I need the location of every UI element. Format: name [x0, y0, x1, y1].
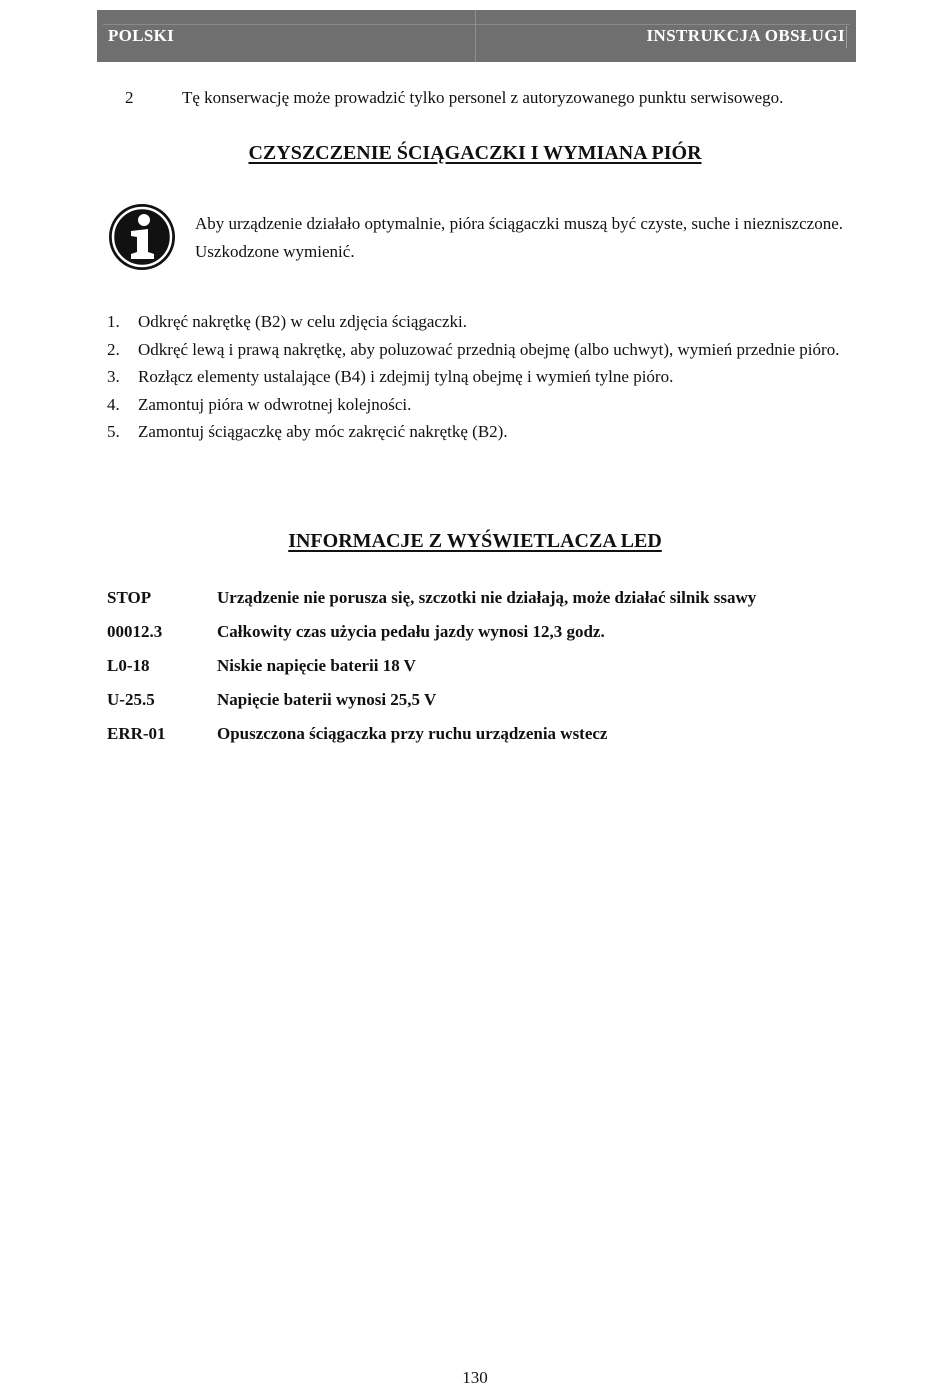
header-divider: [475, 10, 476, 62]
cleaning-steps-list: [107, 308, 847, 446]
list-item: [107, 418, 847, 446]
list-item: [107, 363, 847, 391]
step-number: 1.: [107, 312, 120, 331]
led-code: ERR-01: [107, 724, 166, 743]
list-item: [107, 308, 847, 336]
list-item: [107, 391, 847, 419]
info-icon: [107, 202, 177, 272]
step-text: Zamontuj ściągaczkę aby móc zakręcić nakrętkę (B2).: [138, 422, 508, 441]
led-code: 00012.3: [107, 622, 163, 641]
led-code: L0-18: [107, 656, 150, 675]
led-section-title: INFORMACJE Z WYŚWIETLACZA LED: [288, 530, 662, 552]
led-description: Opuszczona ściągaczka przy ruchu urządzenia wstecz: [217, 724, 608, 743]
note-number: 2: [125, 88, 134, 107]
page-number: 130: [462, 1368, 488, 1387]
page-header: [97, 10, 856, 62]
step-number: 2.: [107, 339, 120, 359]
led-description: Urządzenie nie porusza się, szczotki nie działają, może działać silnik ssawy: [217, 588, 757, 607]
led-description: Niskie napięcie baterii 18 V: [217, 656, 416, 675]
led-description: Całkowity czas użycia pedału jazdy wynosi 12,3 godz.: [217, 622, 605, 641]
list-item: [107, 336, 847, 364]
led-description: Napięcie baterii wynosi 25,5 V: [217, 690, 437, 709]
header-manual-title: INSTRUKCJA OBSŁUGI: [646, 26, 845, 45]
header-edge-mark: [846, 26, 847, 48]
step-number: 5.: [107, 422, 120, 441]
step-number: 3.: [107, 367, 120, 386]
step-text: Odkręć lewą i prawą nakrętkę, aby poluzować przednią obejmę (albo uchwyt), wymień przednie pióro.: [138, 339, 840, 359]
header-language: POLSKI: [108, 26, 175, 45]
cleaning-section-title: CZYSZCZENIE ŚCIĄGACZKI I WYMIANA PIÓR: [248, 142, 702, 164]
step-text: Zamontuj pióra w odwrotnej kolejności.: [138, 394, 412, 414]
led-code: U-25.5: [107, 690, 155, 709]
step-text: Rozłącz elementy ustalające (B4) i zdejmij tylną obejmę i wymień tylne pióro.: [138, 367, 674, 386]
led-code: STOP: [107, 588, 152, 607]
info-text: Aby urządzenie działało optymalnie, pióra ściągaczki muszą być czyste, suche i niezniszczone. Uszkodzone wymienić.: [195, 214, 843, 261]
step-text: Odkręć nakrętkę (B2) w celu zdjęcia ściągaczki.: [138, 312, 467, 331]
header-rule: [103, 24, 850, 25]
step-number: 4.: [107, 394, 120, 414]
note-text: Tę konserwację może prowadzić tylko personel z autoryzowanego punktu serwisowego.: [182, 88, 784, 107]
